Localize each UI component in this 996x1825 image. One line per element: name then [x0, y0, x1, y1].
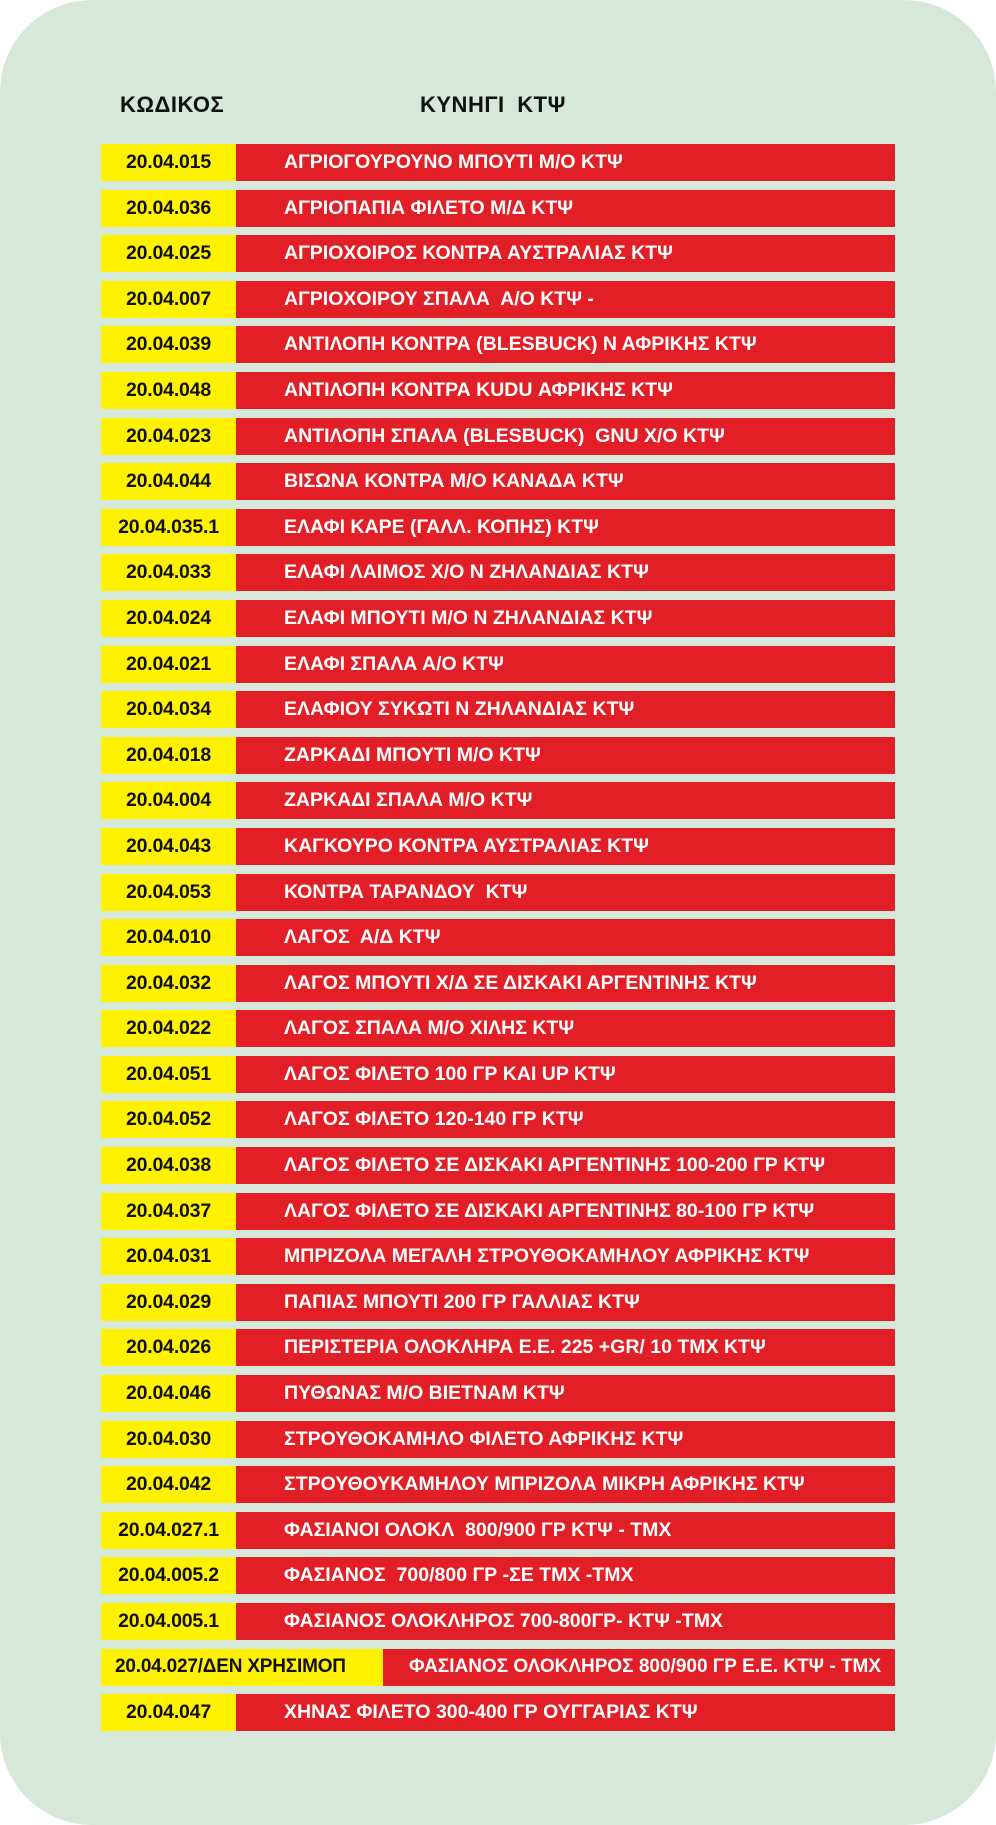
product-code: 20.04.048 [101, 372, 236, 409]
product-description: ΧΗΝΑΣ ΦΙΛΕΤΟ 300-400 ΓΡ ΟΥΓΓΑΡΙΑΣ ΚΤΨ [236, 1694, 895, 1731]
table-row [101, 646, 895, 683]
product-code: 20.04.038 [101, 1147, 236, 1184]
product-description: ΦΑΣΙΑΝΟΣ ΟΛΟΚΛΗΡΟΣ 700-800ΓΡ- ΚΤΨ -ΤΜΧ [236, 1603, 895, 1640]
product-table [101, 144, 895, 1740]
product-code: 20.04.044 [101, 463, 236, 500]
list-title: ΚΥΝΗΓΙ ΚΤΨ [420, 92, 566, 117]
table-row [101, 235, 895, 272]
product-code: 20.04.033 [101, 554, 236, 591]
table-row [101, 965, 895, 1002]
table-row [101, 782, 895, 819]
product-description: ΑΝΤΙΛΟΠΗ ΚΟΝΤΡΑ (BLESBUCK) Ν ΑΦΡΙΚΗΣ ΚΤΨ [236, 326, 895, 363]
table-row [101, 190, 895, 227]
product-code: 20.04.005.2 [101, 1557, 236, 1594]
product-description: ΕΛΑΦΙΟΥ ΣΥΚΩΤΙ Ν ΖΗΛΑΝΔΙΑΣ ΚΤΨ [236, 691, 895, 728]
product-description: ΦΑΣΙΑΝΟΙ ΟΛΟΚΛ 800/900 ΓΡ ΚΤΨ - ΤΜΧ [236, 1512, 895, 1549]
product-code: 20.04.007 [101, 281, 236, 318]
product-code: 20.04.047 [101, 1694, 236, 1731]
product-description: ΛΑΓΟΣ ΦΙΛΕΤΟ 100 ΓΡ ΚΑΙ UP ΚΤΨ [236, 1056, 895, 1093]
product-code: 20.04.024 [101, 600, 236, 637]
code-column-header: ΚΩΔΙΚΟΣ [120, 92, 225, 117]
product-code: 20.04.031 [101, 1238, 236, 1275]
product-code: 20.04.042 [101, 1466, 236, 1503]
product-description: ΑΝΤΙΛΟΠΗ ΚΟΝΤΡΑ KUDU ΑΦΡΙΚΗΣ ΚΤΨ [236, 372, 895, 409]
product-description: ΛΑΓΟΣ ΦΙΛΕΤΟ ΣΕ ΔΙΣΚΑΚΙ ΑΡΓΕΝΤΙΝΗΣ 100-200 ΓΡ ΚΤΨ [236, 1147, 895, 1184]
product-description: ΠΕΡΙΣΤΕΡΙΑ ΟΛΟΚΛΗΡΑ Ε.Ε. 225 +GR/ 10 ΤΜΧ ΚΤΨ [236, 1329, 895, 1366]
product-description: ΛΑΓΟΣ ΣΠΑΛΑ Μ/Ο ΧΙΛΗΣ ΚΤΨ [236, 1010, 895, 1047]
table-row [101, 1421, 895, 1458]
product-description: ΒΙΣΩΝΑ ΚΟΝΤΡΑ Μ/Ο ΚΑΝΑΔΑ ΚΤΨ [236, 463, 895, 500]
product-code: 20.04.037 [101, 1193, 236, 1230]
table-row [101, 828, 895, 865]
product-description: ΛΑΓΟΣ ΜΠΟΥΤΙ Χ/Δ ΣΕ ΔΙΣΚΑΚΙ ΑΡΓΕΝΤΙΝΗΣ ΚΤΨ [236, 965, 895, 1002]
product-description: ΕΛΑΦΙ ΚΑΡΕ (ΓΑΛΛ. ΚΟΠΗΣ) ΚΤΨ [236, 509, 895, 546]
table-row [101, 1375, 895, 1412]
table-row [101, 737, 895, 774]
product-description: ΑΓΡΙΟΠΑΠΙΑ ΦΙΛΕΤΟ Μ/Δ ΚΤΨ [236, 190, 895, 227]
table-row [101, 691, 895, 728]
table-row [101, 1512, 895, 1549]
product-description: ΛΑΓΟΣ ΦΙΛΕΤΟ 120-140 ΓΡ ΚΤΨ [236, 1101, 895, 1138]
product-code: 20.04.023 [101, 418, 236, 455]
product-code: 20.04.034 [101, 691, 236, 728]
product-description: ΑΓΡΙΟΧΟΙΡΟΥ ΣΠΑΛΑ Α/Ο ΚΤΨ - [236, 281, 895, 318]
table-row [101, 509, 895, 546]
product-code: 20.04.005.1 [101, 1603, 236, 1640]
product-code: 20.04.027.1 [101, 1512, 236, 1549]
product-code: 20.04.022 [101, 1010, 236, 1047]
table-row [101, 281, 895, 318]
product-description: ΕΛΑΦΙ ΛΑΙΜΟΣ Χ/Ο Ν ΖΗΛΑΝΔΙΑΣ ΚΤΨ [236, 554, 895, 591]
table-row [101, 1649, 895, 1686]
product-code: 20.04.010 [101, 919, 236, 956]
table-row [101, 463, 895, 500]
product-description: ΣΤΡΟΥΘΟΚΑΜΗΛΟ ΦΙΛΕΤΟ ΑΦΡΙΚΗΣ ΚΤΨ [236, 1421, 895, 1458]
product-description: ΑΝΤΙΛΟΠΗ ΣΠΑΛΑ (BLESBUCK) GNU Χ/Ο ΚΤΨ [236, 418, 895, 455]
product-code: 20.04.035.1 [101, 509, 236, 546]
product-code: 20.04.015 [101, 144, 236, 181]
table-row [101, 1329, 895, 1366]
table-row [101, 1603, 895, 1640]
product-description: ΕΛΑΦΙ ΜΠΟΥΤΙ Μ/Ο Ν ΖΗΛΑΝΔΙΑΣ ΚΤΨ [236, 600, 895, 637]
product-description: ΕΛΑΦΙ ΣΠΑΛΑ Α/Ο ΚΤΨ [236, 646, 895, 683]
product-description: ΚΑΓΚΟΥΡΟ ΚΟΝΤΡΑ ΑΥΣΤΡΑΛΙΑΣ ΚΤΨ [236, 828, 895, 865]
product-description: ΑΓΡΙΟΧΟΙΡΟΣ ΚΟΝΤΡΑ ΑΥΣΤΡΑΛΙΑΣ ΚΤΨ [236, 235, 895, 272]
product-code: 20.04.026 [101, 1329, 236, 1366]
table-row [101, 919, 895, 956]
product-description: ΠΥΘΩΝΑΣ Μ/Ο ΒΙΕΤΝΑΜ ΚΤΨ [236, 1375, 895, 1412]
product-code: 20.04.043 [101, 828, 236, 865]
product-code: 20.04.032 [101, 965, 236, 1002]
table-row [101, 1147, 895, 1184]
product-code: 20.04.052 [101, 1101, 236, 1138]
product-code: 20.04.039 [101, 326, 236, 363]
product-code: 20.04.029 [101, 1284, 236, 1321]
table-row [101, 1284, 895, 1321]
product-description: ΠΑΠΙΑΣ ΜΠΟΥΤΙ 200 ΓΡ ΓΑΛΛΙΑΣ ΚΤΨ [236, 1284, 895, 1321]
table-row [101, 1238, 895, 1275]
product-description: ΦΑΣΙΑΝΟΣ 700/800 ΓΡ -ΣΕ ΤΜΧ -ΤΜΧ [236, 1557, 895, 1594]
table-row [101, 1101, 895, 1138]
product-description: ΖΑΡΚΑΔΙ ΜΠΟΥΤΙ Μ/Ο ΚΤΨ [236, 737, 895, 774]
product-code: 20.04.046 [101, 1375, 236, 1412]
product-description: ΣΤΡΟΥΘΟΥΚΑΜΗΛΟΥ ΜΠΡΙΖΟΛΑ ΜΙΚΡΗ ΑΦΡΙΚΗΣ ΚΤΨ [236, 1466, 895, 1503]
table-row [101, 1466, 895, 1503]
table-row [101, 1193, 895, 1230]
product-description: ΖΑΡΚΑΔΙ ΣΠΑΛΑ Μ/Ο ΚΤΨ [236, 782, 895, 819]
table-row [101, 1010, 895, 1047]
product-description: ΑΓΡΙΟΓΟΥΡΟΥΝΟ ΜΠΟΥΤΙ Μ/Ο ΚΤΨ [236, 144, 895, 181]
product-description: ΛΑΓΟΣ Α/Δ ΚΤΨ [236, 919, 895, 956]
product-description: ΛΑΓΟΣ ΦΙΛΕΤΟ ΣΕ ΔΙΣΚΑΚΙ ΑΡΓΕΝΤΙΝΗΣ 80-100 ΓΡ ΚΤΨ [236, 1193, 895, 1230]
product-code: 20.04.021 [101, 646, 236, 683]
product-description: ΦΑΣΙΑΝΟΣ ΟΛΟΚΛΗΡΟΣ 800/900 ΓΡ Ε.Ε. ΚΤΨ - ΤΜΧ [383, 1649, 895, 1686]
table-row [101, 600, 895, 637]
product-code: 20.04.018 [101, 737, 236, 774]
table-row [101, 1056, 895, 1093]
product-code: 20.04.053 [101, 874, 236, 911]
table-row [101, 144, 895, 181]
table-row [101, 874, 895, 911]
product-description: ΜΠΡΙΖΟΛΑ ΜΕΓΑΛΗ ΣΤΡΟΥΘΟΚΑΜΗΛΟΥ ΑΦΡΙΚΗΣ ΚΤΨ [236, 1238, 895, 1275]
product-description: ΚΟΝΤΡΑ ΤΑΡΑΝΔΟΥ ΚΤΨ [236, 874, 895, 911]
table-row [101, 418, 895, 455]
product-code: 20.04.036 [101, 190, 236, 227]
table-row [101, 326, 895, 363]
product-code: 20.04.004 [101, 782, 236, 819]
product-code: 20.04.027/ΔΕΝ ΧΡΗΣΙΜΟΠ [101, 1649, 383, 1686]
table-row [101, 554, 895, 591]
product-code: 20.04.051 [101, 1056, 236, 1093]
table-row [101, 1557, 895, 1594]
table-row [101, 1694, 895, 1731]
table-row [101, 372, 895, 409]
product-code: 20.04.030 [101, 1421, 236, 1458]
product-code: 20.04.025 [101, 235, 236, 272]
